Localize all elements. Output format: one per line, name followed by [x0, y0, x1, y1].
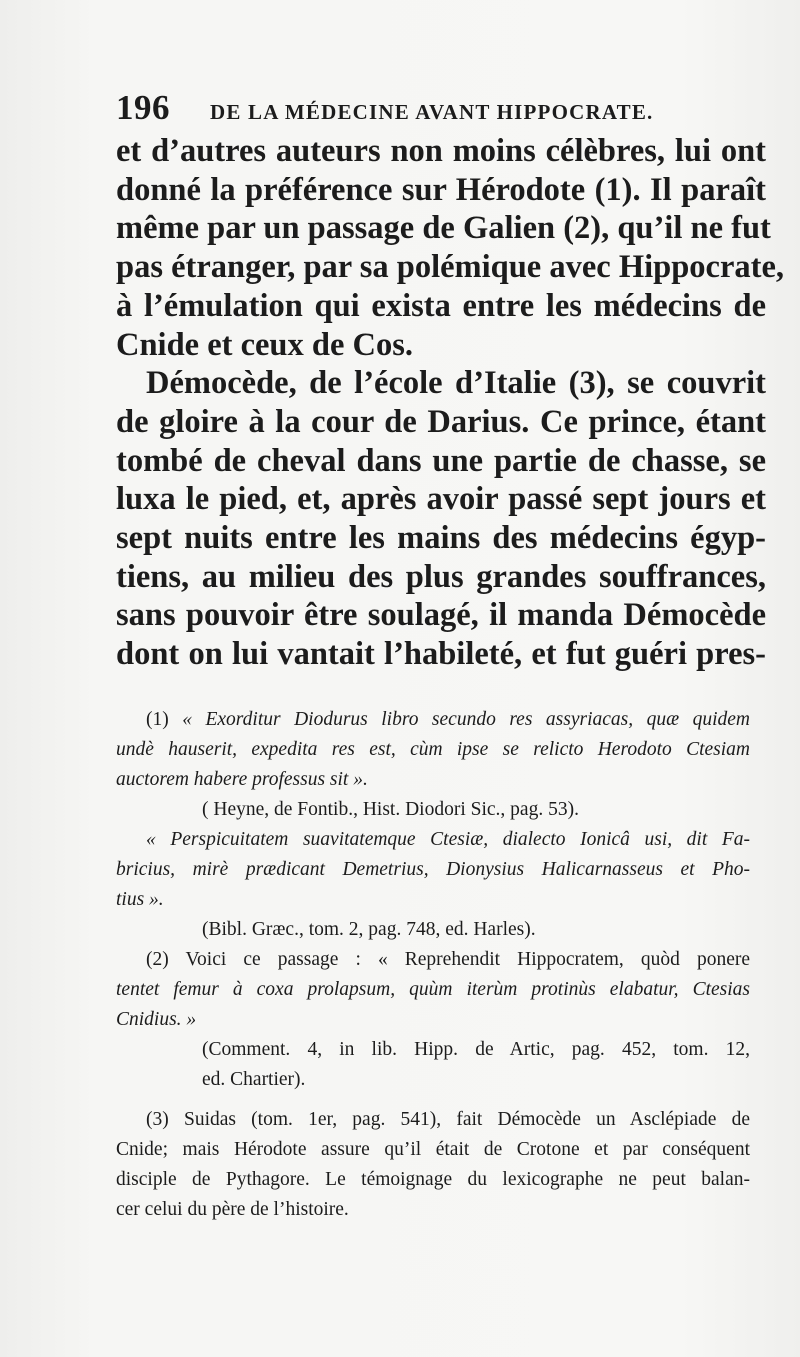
note-line	[116, 945, 750, 975]
running-head: DE LA MÉDECINE AVANT HIPPOCRATE.	[210, 100, 654, 124]
note-text: « Exorditur Diodurus libro secundo res assyriacas, quæ quidem	[182, 709, 751, 730]
text-line: luxa le pied, et, après avoir passé sept jours et	[116, 481, 766, 518]
footnotes	[116, 705, 750, 1225]
note-line: disciple de Pythagore. Le témoignage du lexicographe ne peut balan-	[116, 1169, 750, 1190]
note-text: Suidas (tom. 1er, pag. 541), fait Démocède un Asclépiade de	[183, 1109, 751, 1130]
note-citation: ( Heyne, de Fontib., Hist. Diodori Sic., pag. 53).	[202, 799, 579, 820]
note-line: « Perspicuitatem suavitatemque Ctesiæ, dialecto Ionicâ usi, dit Fa-	[146, 829, 750, 850]
note-line: auctorem habere professus sit ».	[116, 769, 368, 790]
note-line: Cnidius. »	[116, 1009, 197, 1030]
text-line: sans pouvoir être soulagé, il manda Démocède	[116, 597, 766, 634]
text-line: sept nuits entre les mains des médecins égyp-	[116, 520, 766, 557]
page-header	[116, 88, 756, 128]
text-line: Démocède, de l’école d’Italie (3), se couvrit	[146, 365, 766, 402]
note-citation: (Bibl. Græc., tom. 2, pag. 748, ed. Harles).	[202, 919, 536, 940]
text-line: même par un passage de Galien (2), qu’il ne fut	[116, 210, 771, 247]
note-citation: (Comment. 4, in lib. Hipp. de Artic, pag. 452, tom. 12,	[202, 1039, 750, 1060]
main-text	[116, 132, 785, 674]
note-line	[116, 705, 750, 735]
note-line: tius ».	[116, 889, 164, 910]
footnote-1	[116, 705, 750, 945]
text-line: donné la préférence sur Hérodote (1). Il paraît	[116, 171, 766, 208]
note-text: Voici ce passage : « Reprehendit Hippocratem, quòd ponere	[185, 949, 751, 970]
text-line: de gloire à la cour de Darius. Ce prince, étant	[116, 403, 766, 440]
text-line: Cnide et ceux de Cos.	[116, 326, 413, 363]
text-line: à l’émulation qui exista entre les médecins de	[116, 287, 766, 324]
footnote-3	[116, 1105, 750, 1225]
note-marker: (2)	[146, 949, 169, 970]
footnote-2	[116, 945, 750, 1095]
note-line: tentet femur à coxa prolapsum, quùm iterùm protinùs elabatur, Ctesias	[116, 979, 750, 1000]
note-marker: (3)	[146, 1109, 169, 1130]
note-citation: ed. Chartier).	[202, 1069, 306, 1090]
note-line: bricius, mirè prædicant Demetrius, Dionysius Halicarnasseus et Pho-	[116, 859, 750, 880]
paragraph-1	[116, 132, 785, 364]
text-line: dont on lui vantait l’habileté, et fut guéri pres-	[116, 636, 766, 673]
text-line: tiens, au milieu des plus grandes souffrances,	[116, 558, 766, 595]
note-line: cer celui du père de l’histoire.	[116, 1199, 349, 1220]
text-line: et d’autres auteurs non moins célèbres, lui ont	[116, 133, 766, 169]
note-line	[116, 1105, 750, 1135]
text-line: pas étranger, par sa polémique avec Hippocrate,	[116, 249, 785, 286]
page-number: 196	[116, 88, 170, 127]
note-line: undè hauserit, expedita res est, cùm ipse se relicto Herodoto Ctesiam	[116, 739, 750, 760]
text-line: tombé de cheval dans une partie de chasse, se	[116, 442, 766, 479]
note-line: Cnide; mais Hérodote assure qu’il était de Crotone et par conséquent	[116, 1139, 750, 1160]
note-marker: (1)	[146, 709, 169, 730]
paragraph-2	[116, 364, 766, 674]
